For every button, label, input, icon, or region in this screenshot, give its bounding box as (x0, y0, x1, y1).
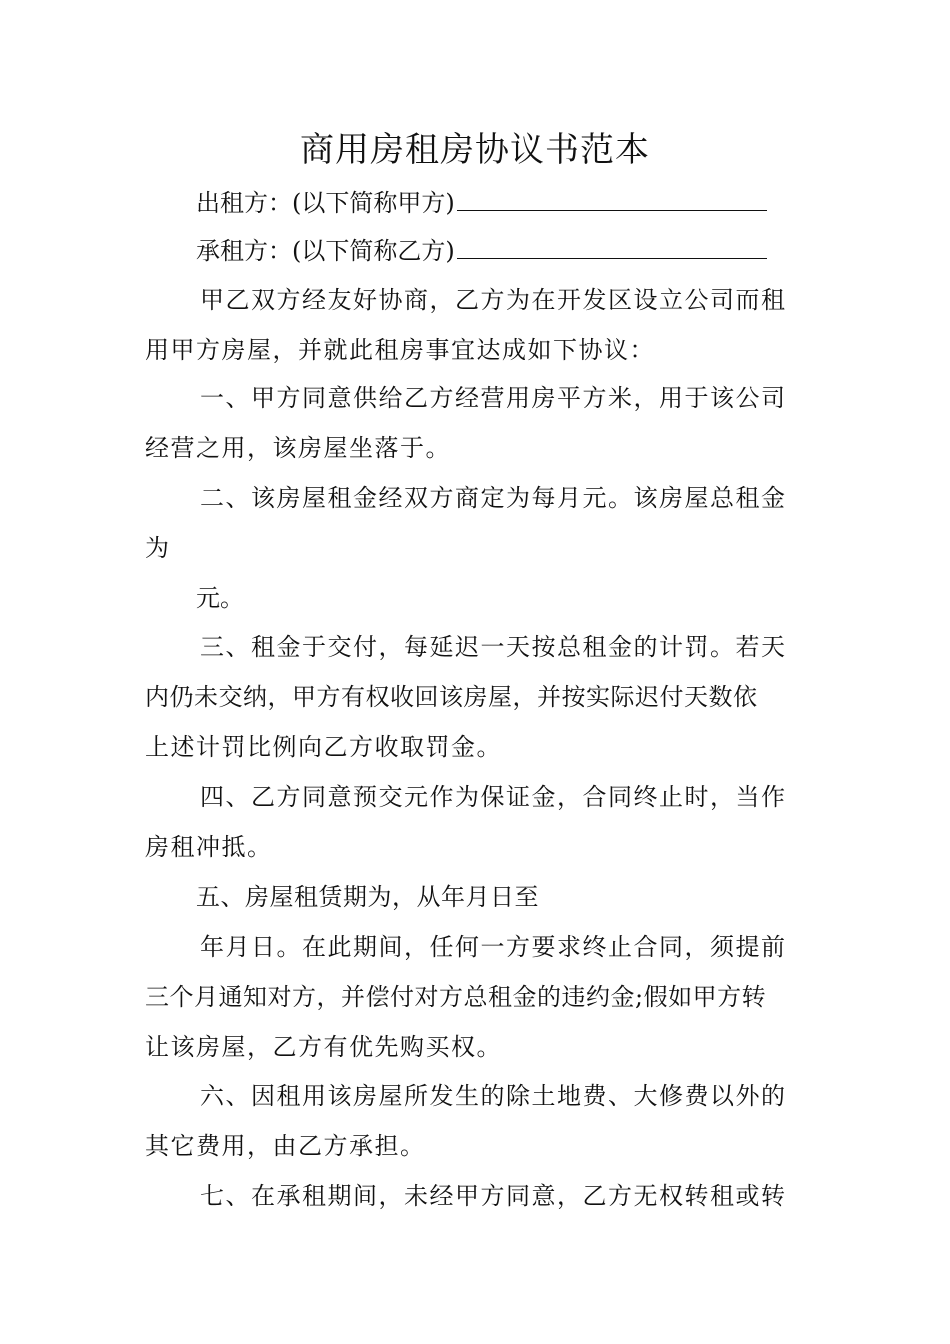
paragraph-line: 一、甲方同意供给乙方经营用房平方米，用于该公司 (200, 384, 787, 412)
paragraph-line: 用甲方房屋，并就此租房事宜达成如下协议： (145, 336, 655, 364)
paragraph-line: 让该房屋，乙方有优先购买权。 (145, 1033, 502, 1061)
paragraph-line: 年月日。在此期间，任何一方要求终止合同，须提前 (200, 933, 787, 961)
lessor-blank (457, 186, 767, 211)
paragraph-line: 上述计罚比例向乙方收取罚金。 (145, 733, 502, 761)
paragraph-line: 五、房屋租赁期为，从年月日至 (196, 883, 539, 911)
paragraph-line: 房租冲抵。 (145, 833, 273, 861)
document-title: 商用房租房协议书范本 (300, 130, 650, 170)
paragraph-line: 六、因租用该房屋所发生的除土地费、大修费以外的 (200, 1082, 787, 1110)
paragraph-line: 四、乙方同意预交元作为保证金，合同终止时，当作 (200, 783, 787, 811)
paragraph-line: 内仍未交纳，甲方有权收回该房屋，并按实际迟付天数依 (145, 683, 758, 711)
paragraph-line: 为 (145, 534, 169, 562)
paragraph-line: 甲乙双方经友好协商，乙方为在开发区设立公司而租 (200, 286, 787, 314)
paragraph-line: 七、在承租期间，未经甲方同意，乙方无权转租或转 (200, 1182, 787, 1210)
lessee-line (196, 234, 767, 266)
paragraph-line: 其它费用，由乙方承担。 (145, 1132, 426, 1160)
paragraph-line: 三个月通知对方，并偿付对方总租金的违约金;假如甲方转 (145, 983, 767, 1011)
lessee-blank (457, 234, 767, 259)
paragraph-line: 元。 (196, 584, 244, 612)
lessee-label: 承租方：(以下简称乙方) (196, 237, 455, 265)
paragraph-line: 三、租金于交付，每延迟一天按总租金的计罚。若天 (200, 633, 787, 661)
paragraph-line: 经营之用，该房屋坐落于。 (145, 434, 451, 462)
lessor-label: 出租方：(以下简称甲方) (196, 189, 455, 217)
lessor-line (196, 186, 767, 218)
paragraph-line: 二、该房屋租金经双方商定为每月元。该房屋总租金 (200, 484, 787, 512)
